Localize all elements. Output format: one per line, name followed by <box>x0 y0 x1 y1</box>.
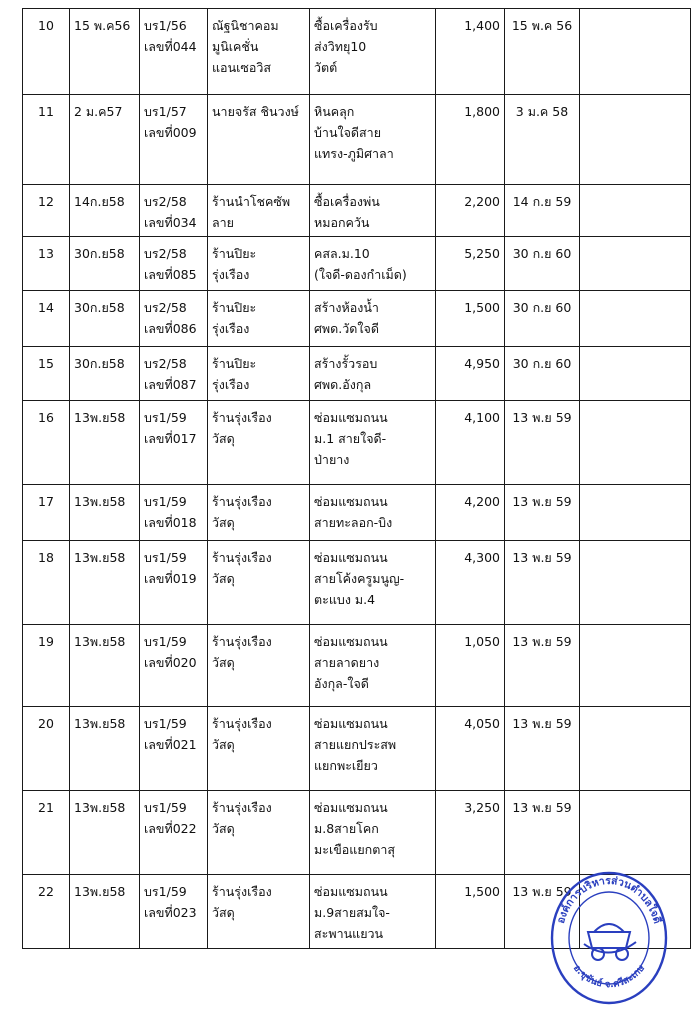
cell-item: ซื้อเครื่องพ่น หมอกควัน <box>310 185 436 237</box>
cell-no: 19 <box>23 625 70 707</box>
cell-date: 30ก.ย58 <box>70 291 140 347</box>
cell-item: ซื้อเครื่องรับ ส่งวิทยุ10 วัตต์ <box>310 9 436 95</box>
cell-no: 10 <box>23 9 70 95</box>
cell-amount: 4,200 <box>436 485 505 541</box>
table-row <box>23 291 691 347</box>
cell-vendor: ร้านรุ่งเรือง วัสดุ <box>208 791 310 875</box>
cell-due: 3 ม.ค 58 <box>505 95 580 185</box>
cell-due: 14 ก.ย 59 <box>505 185 580 237</box>
cell-item: ซ่อมแซมถนน สายโค้งครูมนูญ- ตะแบง ม.4 <box>310 541 436 625</box>
table-row <box>23 347 691 401</box>
cell-date: 13พ.ย58 <box>70 791 140 875</box>
cell-no: 11 <box>23 95 70 185</box>
cell-extra <box>580 625 691 707</box>
table-row <box>23 185 691 237</box>
cell-amount: 1,800 <box>436 95 505 185</box>
cell-vendor: ร้านปิยะ รุ่งเรือง <box>208 347 310 401</box>
table-row <box>23 401 691 485</box>
cell-extra <box>580 401 691 485</box>
cell-due: 30 ก.ย 60 <box>505 291 580 347</box>
cell-due: 13 พ.ย 59 <box>505 485 580 541</box>
cell-extra <box>580 791 691 875</box>
cell-due: 15 พ.ค 56 <box>505 9 580 95</box>
cell-no: 14 <box>23 291 70 347</box>
cell-due: 13 พ.ย 59 <box>505 875 580 949</box>
cell-no: 17 <box>23 485 70 541</box>
cell-extra <box>580 347 691 401</box>
table-row <box>23 791 691 875</box>
cell-item: คสล.ม.10 (ใจดี-ดองกำเม็ด) <box>310 237 436 291</box>
cell-item: หินคลุก บ้านใจดีสาย แทรง-ภูมิศาลา <box>310 95 436 185</box>
cart-emblem-icon <box>584 924 636 960</box>
cell-ref: บร1/59 เลขที่020 <box>140 625 208 707</box>
cell-item: ซ่อมแซมถนน ม.1 สายใจดี- ป่ายาง <box>310 401 436 485</box>
cell-amount: 1,050 <box>436 625 505 707</box>
table-row <box>23 541 691 625</box>
cell-ref: บร1/59 เลขที่017 <box>140 401 208 485</box>
cell-amount: 1,500 <box>436 291 505 347</box>
cell-no: 21 <box>23 791 70 875</box>
cell-vendor: ร้านรุ่งเรือง วัสดุ <box>208 875 310 949</box>
cell-amount: 1,400 <box>436 9 505 95</box>
table-row <box>23 237 691 291</box>
cell-ref: บร1/57 เลขที่009 <box>140 95 208 185</box>
cell-amount: 4,050 <box>436 707 505 791</box>
cell-vendor: ณัฐนิชาคอม มูนิเคชั่น แอนเซอวิส <box>208 9 310 95</box>
cell-date: 2 ม.ค57 <box>70 95 140 185</box>
cell-vendor: ร้านปิยะ รุ่งเรือง <box>208 291 310 347</box>
cell-due: 13 พ.ย 59 <box>505 791 580 875</box>
cell-date: 13พ.ย58 <box>70 875 140 949</box>
cell-amount: 4,950 <box>436 347 505 401</box>
cell-vendor: ร้านรุ่งเรือง วัสดุ <box>208 401 310 485</box>
cell-ref: บร1/59 เลขที่018 <box>140 485 208 541</box>
cell-amount: 3,250 <box>436 791 505 875</box>
cell-ref: บร1/59 เลขที่021 <box>140 707 208 791</box>
cell-extra <box>580 541 691 625</box>
cell-ref: บร1/56 เลขที่044 <box>140 9 208 95</box>
cell-due: 13 พ.ย 59 <box>505 707 580 791</box>
cell-extra <box>580 95 691 185</box>
cell-extra <box>580 185 691 237</box>
cell-amount: 5,250 <box>436 237 505 291</box>
cell-no: 22 <box>23 875 70 949</box>
cell-ref: บร1/59 เลขที่023 <box>140 875 208 949</box>
stamp-top-text: องค์การบริหารส่วนตำบลใจดี <box>554 874 664 925</box>
cell-no: 20 <box>23 707 70 791</box>
cell-amount: 4,100 <box>436 401 505 485</box>
cell-extra <box>580 291 691 347</box>
official-seal-stamp <box>548 866 670 1006</box>
cell-no: 18 <box>23 541 70 625</box>
cell-vendor: ร้านปิยะ รุ่งเรือง <box>208 237 310 291</box>
cell-no: 12 <box>23 185 70 237</box>
cell-date: 13พ.ย58 <box>70 485 140 541</box>
cell-vendor: ร้านนำโชคซัพลาย <box>208 185 310 237</box>
cell-ref: บร2/58 เลขที่034 <box>140 185 208 237</box>
cell-ref: บร2/58 เลขที่085 <box>140 237 208 291</box>
cell-extra <box>580 9 691 95</box>
cell-date: 30ก.ย58 <box>70 237 140 291</box>
cell-ref: บร1/59 เลขที่022 <box>140 791 208 875</box>
table-row <box>23 625 691 707</box>
cell-vendor: นายจรัส ชินวงษ์ <box>208 95 310 185</box>
cell-item: ซ่อมแซมถนน ม.8สายโคก มะเขือแยกตาสุ <box>310 791 436 875</box>
cell-item: ซ่อมแซมถนน สายลาดยาง อังกุล-ใจดี <box>310 625 436 707</box>
cell-date: 13พ.ย58 <box>70 541 140 625</box>
cell-item: สร้างรั้วรอบ ศพด.อังกุล <box>310 347 436 401</box>
table-row <box>23 95 691 185</box>
cell-date: 13พ.ย58 <box>70 625 140 707</box>
cell-due: 30 ก.ย 60 <box>505 237 580 291</box>
table-row <box>23 9 691 95</box>
cell-vendor: ร้านรุ่งเรือง วัสดุ <box>208 541 310 625</box>
table-row <box>23 485 691 541</box>
cell-due: 30 ก.ย 60 <box>505 347 580 401</box>
cell-date: 13พ.ย58 <box>70 707 140 791</box>
cell-due: 13 พ.ย 59 <box>505 625 580 707</box>
cell-due: 13 พ.ย 59 <box>505 541 580 625</box>
cell-vendor: ร้านรุ่งเรือง วัสดุ <box>208 485 310 541</box>
cell-amount: 1,500 <box>436 875 505 949</box>
table-row <box>23 707 691 791</box>
stamp-bottom-text: อ.ขุขันธ์ จ.ศรีสะเกษ <box>570 962 648 991</box>
cell-ref: บร2/58 เลขที่087 <box>140 347 208 401</box>
cell-vendor: ร้านรุ่งเรือง วัสดุ <box>208 625 310 707</box>
cell-no: 16 <box>23 401 70 485</box>
cell-no: 15 <box>23 347 70 401</box>
cell-item: ซ่อมแซมถนน สายทะลอก-บิง <box>310 485 436 541</box>
cell-date: 14ก.ย58 <box>70 185 140 237</box>
cell-item: ซ่อมแซมถนน สายแยกประสพ แยกพะเยียว <box>310 707 436 791</box>
cell-no: 13 <box>23 237 70 291</box>
cell-extra <box>580 237 691 291</box>
cell-date: 30ก.ย58 <box>70 347 140 401</box>
cell-item: ซ่อมแซมถนน ม.9สายสมใจ- สะพานแยวน <box>310 875 436 949</box>
cell-amount: 2,200 <box>436 185 505 237</box>
cell-extra <box>580 707 691 791</box>
cell-ref: บร1/59 เลขที่019 <box>140 541 208 625</box>
cell-date: 13พ.ย58 <box>70 401 140 485</box>
ledger-table <box>22 8 691 949</box>
cell-date: 15 พ.ค56 <box>70 9 140 95</box>
cell-ref: บร2/58 เลขที่086 <box>140 291 208 347</box>
cell-vendor: ร้านรุ่งเรือง วัสดุ <box>208 707 310 791</box>
cell-extra <box>580 485 691 541</box>
cell-due: 13 พ.ย 59 <box>505 401 580 485</box>
cell-amount: 4,300 <box>436 541 505 625</box>
cell-item: สร้างห้องน้ำ ศพด.วัดใจดี <box>310 291 436 347</box>
